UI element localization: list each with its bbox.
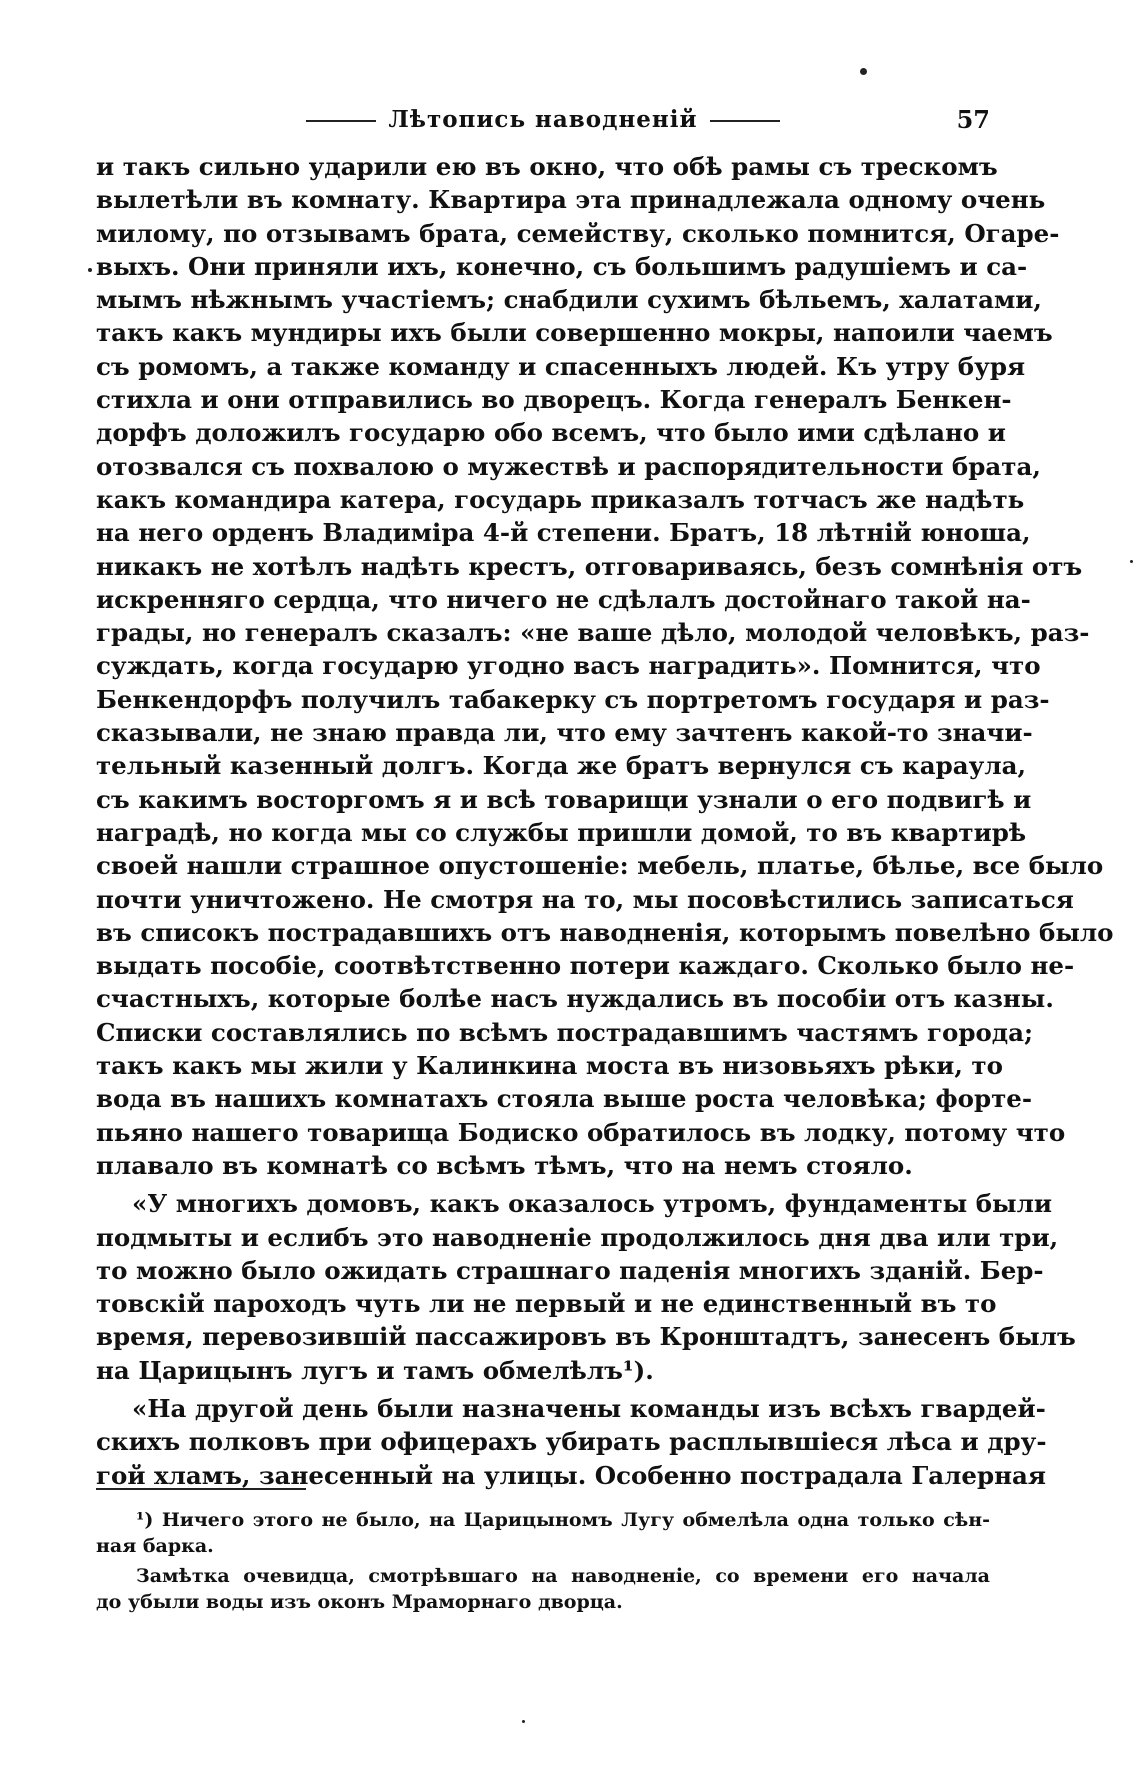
main-text [96,150,1114,1492]
paragraph-1 [96,150,1114,1182]
running-title [96,100,990,140]
text-line: почти уничтожено. Не смотря на то, мы посовѣстились записаться [96,884,1074,914]
text-line: на него орденъ Владиміра 4-й степени. Братъ, 18 лѣтній юноша, [96,518,1031,548]
text-line: вылетѣли въ комнату. Квартира эта принадлежала одному очень [96,185,1046,215]
title-rule-left [306,120,376,122]
paragraph-2 [96,1187,1076,1387]
text-line: съ ромомъ, а также команду и спасенныхъ людей. Къ утру буря [96,351,1026,381]
text-line: въ списокъ пострадавшихъ отъ наводненія, которымъ повелѣно было [96,917,1114,947]
text-line: то можно было ожидать страшнаго паденія многихъ зданій. Бер- [96,1255,1044,1285]
text-line: дорфъ доложилъ государю обо всемъ, что было ими сдѣлано и [96,418,1006,448]
title-rule-right [710,120,780,122]
text-line: подмыты и еслибъ это наводненіе продолжилось дня два или три, [96,1222,1059,1252]
footnote-line: ¹) Ничего этого не было, на Царицыномъ Лугу обмелѣла одна только сѣн- [136,1509,990,1531]
text-line: наградѣ, но когда мы со службы пришли домой, то въ квартирѣ [96,817,1027,847]
text-line: такъ какъ мундиры ихъ были совершенно мокры, напоили чаемъ [96,318,1053,348]
text-line: «У многихъ домовъ, какъ оказалось утромъ, фундаменты были [132,1189,1053,1219]
text-line: вода въ нашихъ комнатахъ стояла выше роста человѣка; форте- [96,1084,1033,1114]
text-line: и такъ сильно ударили ею въ окно, что обѣ рамы съ трескомъ [96,152,998,181]
footnote-line: Замѣтка очевидца, смотрѣвшаго на наводненіе, со времени его начала [136,1565,990,1587]
text-line: мымъ нѣжнымъ участіемъ; снабдили сухимъ бѣльемъ, халатами, [96,285,1042,315]
text-line: такъ какъ мы жили у Калинкина моста въ низовьяхъ рѣки, то [96,1051,1003,1081]
text-line: сказывали, не знаю правда ли, что ему зачтенъ какой-то значи- [96,718,1033,748]
footnote-1 [96,1507,990,1559]
text-line: милому, по отзывамъ брата, семейству, сколько помнится, Огаре- [96,218,1060,248]
text-line: плавало въ комнатѣ со всѣмъ тѣмъ, что на немъ стояло. [96,1150,913,1180]
text-line: никакъ не хотѣлъ надѣть крестъ, отговариваясь, безъ сомнѣнія отъ [96,551,1083,581]
text-line: своей нашли страшное опустошеніе: мебель, платье, бѣлье, все было [96,851,1104,881]
ink-speck [860,68,867,75]
text-line: время, перевозившій пассажировъ въ Кронштадтъ, занесенъ былъ [96,1322,1076,1352]
ink-speck [88,268,92,272]
text-line: какъ командира катера, государь приказалъ тотчасъ же надѣть [96,484,1025,514]
text-line: выдать пособіе, соотвѣтственно потери каждаго. Сколько было не- [96,951,1075,981]
footnote-rule [96,1488,306,1490]
text-line: съ какимъ восторгомъ я и всѣ товарищи узнали о его подвигѣ и [96,784,1032,814]
text-line: счастныхъ, которые болѣе насъ нуждались въ пособіи отъ казны. [96,984,1054,1014]
paragraph-3 [96,1392,1047,1492]
page-number: 57 [956,105,990,134]
footnotes [96,1507,990,1615]
text-line: Списки составлялись по всѣмъ пострадавшимъ частямъ города; [96,1017,1034,1047]
ink-speck [522,1720,525,1723]
ink-speck [1130,560,1133,563]
text-line: «На другой день были назначены команды изъ всѣхъ гвардей- [132,1393,1046,1423]
text-line: Бенкендорфъ получилъ табакерку съ портретомъ государя и раз- [96,684,1050,714]
footnote-line: ная барка. [96,1535,214,1557]
text-line: скихъ полковъ при офицерахъ убирать расплывшіеся лѣса и дру- [96,1427,1047,1457]
text-line: отозвался съ похвалою о мужествѣ и распорядительности брата, [96,451,1041,481]
text-line: суждать, когда государю угодно васъ наградить». Помнится, что [96,651,1041,681]
page-header [96,100,990,140]
text-line: гой хламъ, занесенный на улицы. Особенно пострадала Галерная [96,1460,1047,1490]
text-line: грады, но генералъ сказалъ: «не ваше дѣло, молодой человѣкъ, раз- [96,618,1090,648]
text-line: искренняго сердца, что ничего не сдѣлалъ достойнаго такой на- [96,584,1031,614]
footnote-2 [96,1563,990,1615]
footnote-line: до убыли воды изъ оконъ Мраморнаго дворца. [96,1591,623,1613]
text-line: пьяно нашего товарища Бодиско обратилось въ лодку, потому что [96,1117,1066,1147]
text-line: товскій пароходъ чуть ли не первый и не единственный въ то [96,1289,997,1319]
running-title-text: Лѣтопись наводненій [388,106,698,133]
text-line: тельный казенный долгъ. Когда же братъ вернулся съ караула, [96,751,1027,781]
text-line: на Царицынъ лугъ и тамъ обмелѣлъ¹). [96,1355,654,1385]
text-line: выхъ. Они приняли ихъ, конечно, съ большимъ радушіемъ и са- [96,251,1028,281]
text-line: стихла и они отправились во дворецъ. Когда генералъ Бенкен- [96,385,1012,415]
